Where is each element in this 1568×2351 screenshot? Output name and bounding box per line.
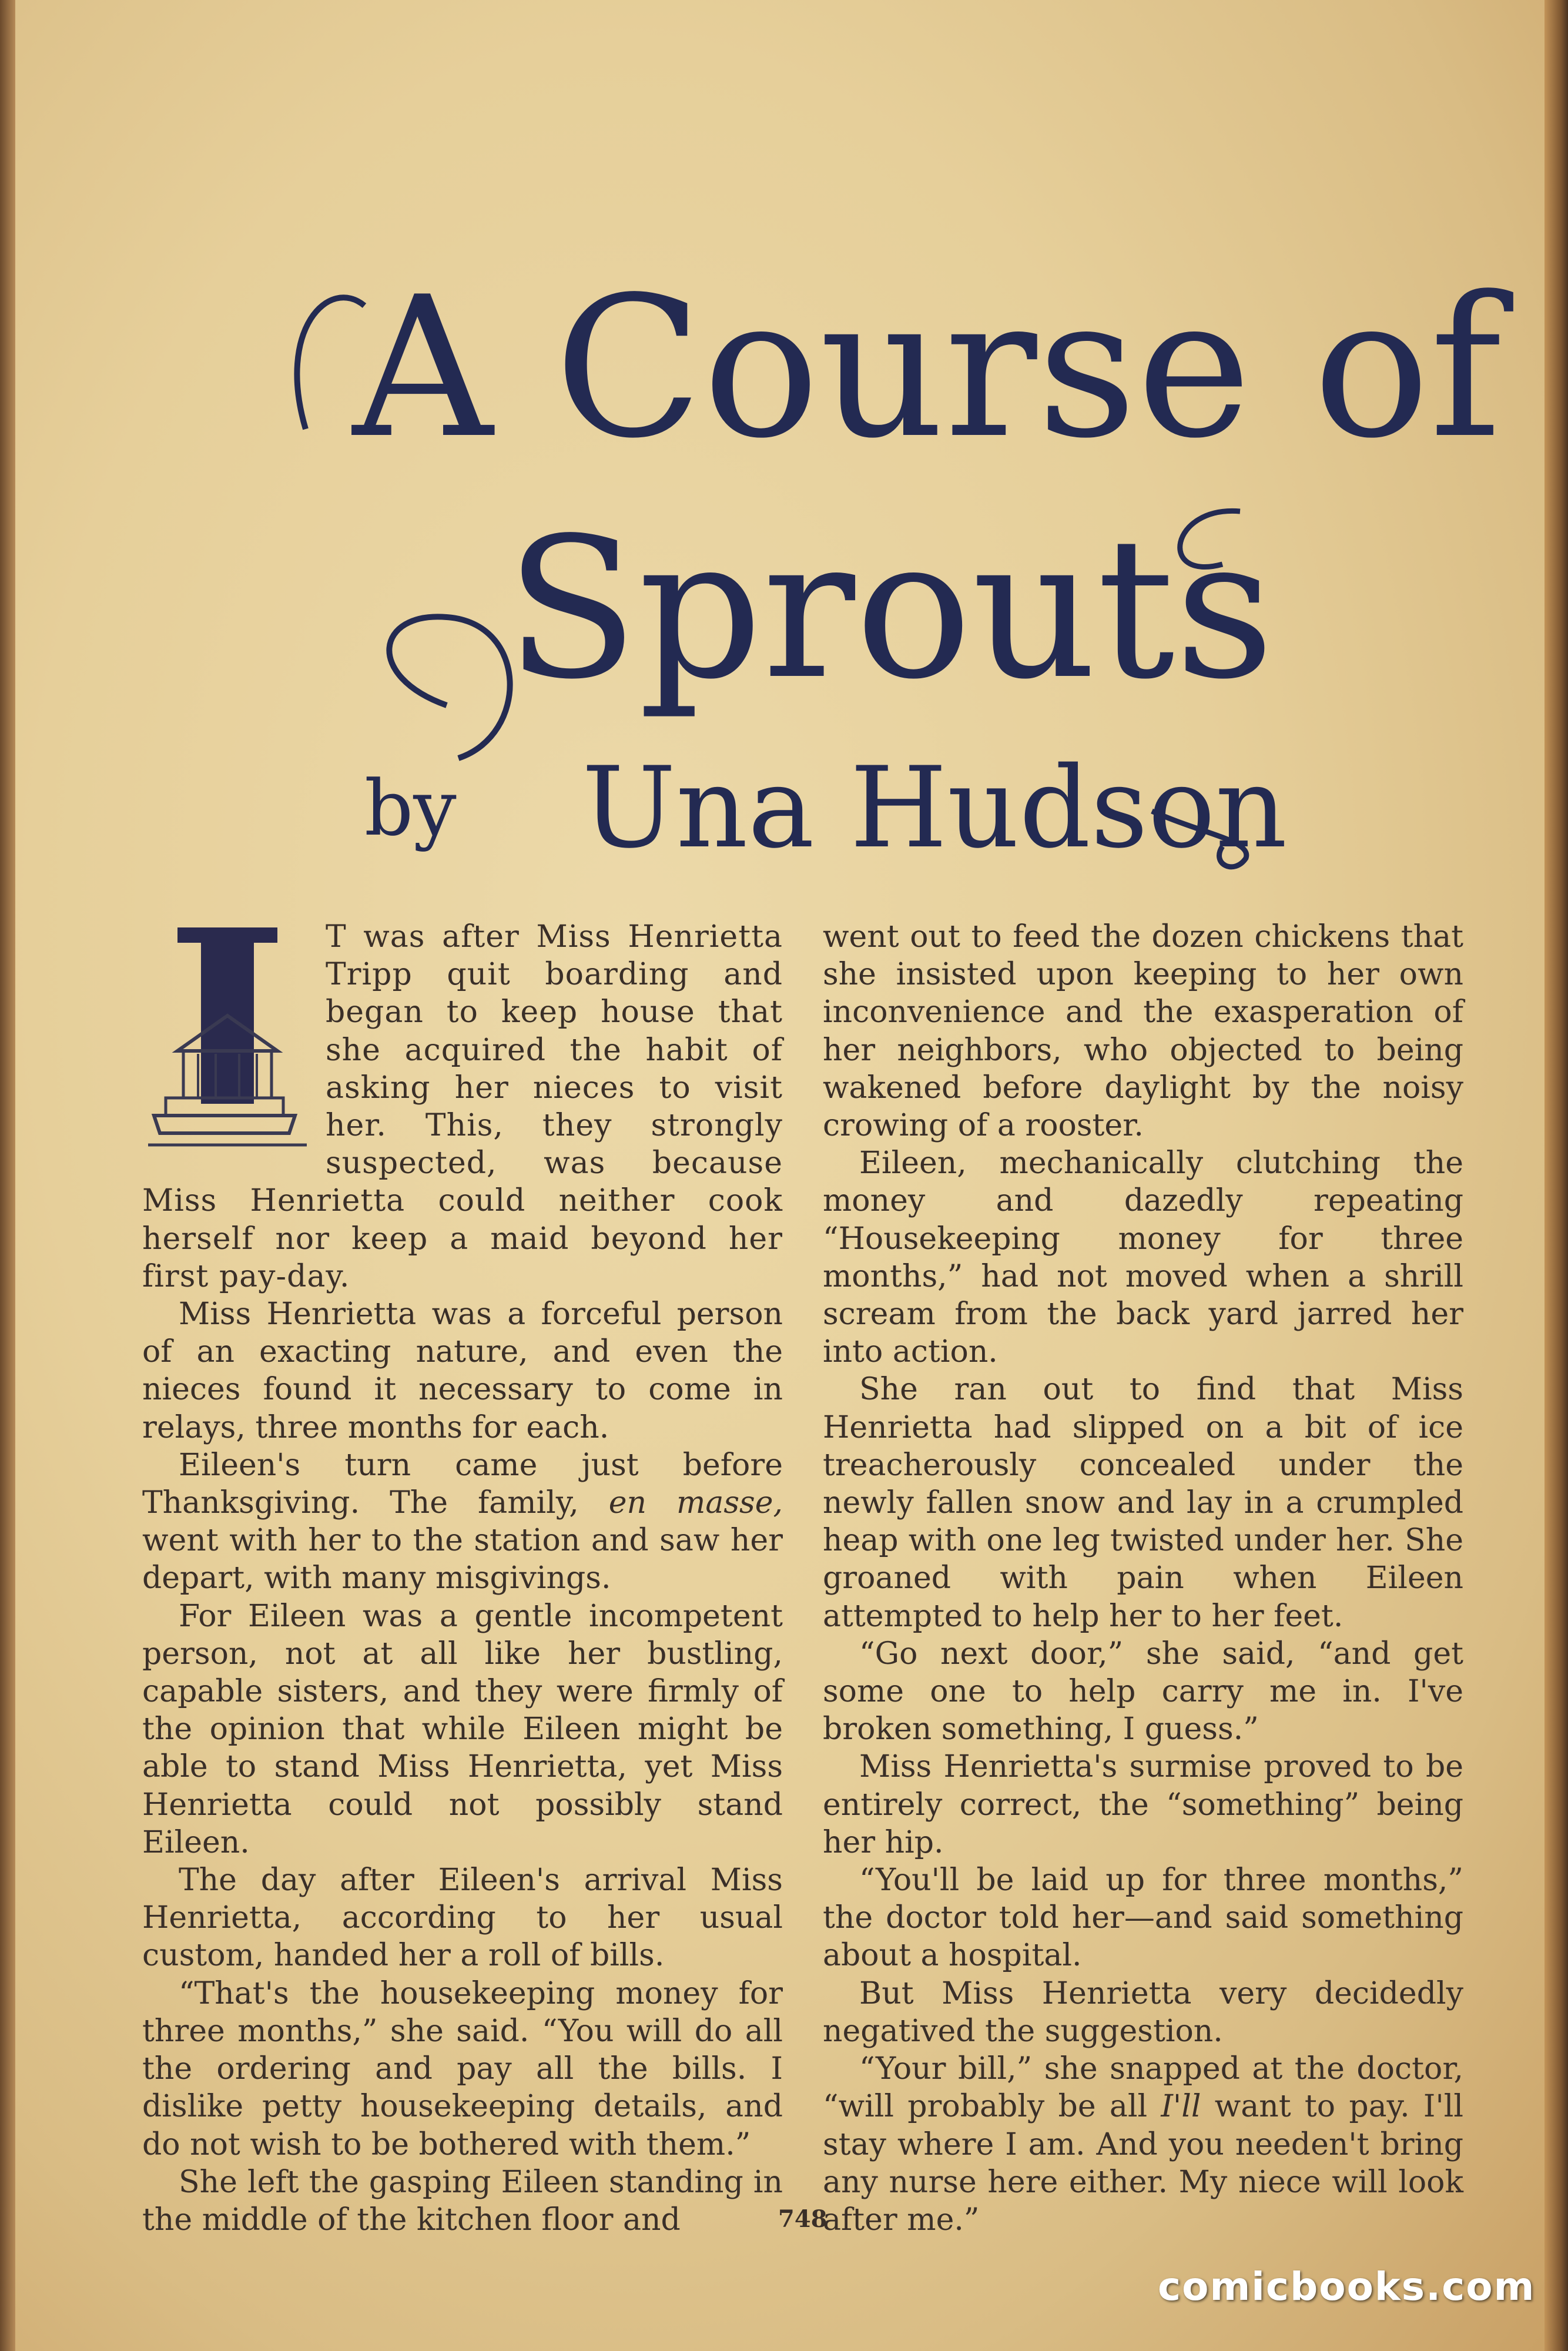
title-line-1: A Course of [353, 255, 1502, 481]
paragraph: But Miss Henrietta very decidedly negatived the suggestion. [823, 1975, 1463, 2049]
paragraph-text: “Your bill,” she snapped at the doctor, “will probably be all [823, 2051, 1463, 2125]
paragraph: For Eileen was a gentle incompetent person, not at all like her bustling, capable sisters, and they were firmly of the opinion that while Eileen might be able to stand Miss Henrietta, yet Miss Henrietta could not possibly stand Eileen. [142, 1598, 783, 1860]
paragraph: Miss Henrietta was a forceful person of an exacting nature, and even the nieces found it necessary to come in relays, three months for each. [142, 1297, 783, 1445]
drop-cap [142, 922, 313, 1157]
watermark: comicbooks.com [1158, 2264, 1536, 2309]
author-name: Una Hudson [582, 743, 1288, 873]
italic-phrase: en masse, [608, 1485, 783, 1521]
paragraph: “You'll be laid up for three months,” the doctor told her—and said something about a hospital. [823, 1863, 1463, 1974]
paragraph: The day after Eileen's arrival Miss Henrietta, according to her usual custom, handed her a roll of bills. [142, 1863, 783, 1974]
paragraph: Eileen, mechanically clutching the money and dazedly repeating “Housekeeping money for three months,” had not moved when a shrill scream from the back yard jarred her into action. [823, 1146, 1463, 1370]
byline-prefix: by [364, 763, 457, 853]
paragraph-text: T was after Miss Henrietta Tripp quit boarding and began to keep house that she acquired the habit of asking her nieces to visit her. This, they strongly suspected, was because Miss Henrietta could neither cook herself nor keep a maid beyond her first pay-day. [142, 919, 783, 1294]
paragraph [142, 918, 783, 1295]
house-illustration-icon [142, 922, 313, 1157]
paragraph: She ran out to find that Miss Henrietta had slipped on a bit of ice treacherously concealed under the newly fallen snow and lay in a crumpled heap with one leg twisted under her. She groaned with pain when Eileen attempted to help her to her feet. [823, 1372, 1463, 1634]
text-column-left [142, 918, 783, 2239]
title-block [0, 0, 1568, 917]
paragraph-text: want to pay. I'll stay where I am. And you needen't bring any nurse here either. My niece will look after me.” [823, 2089, 1463, 2238]
page-number: 748 [778, 2205, 827, 2233]
paragraph [142, 1446, 783, 1598]
paragraph: “Go next door,” she said, “and get some one to help carry me in. I've broken something, I guess.” [823, 1636, 1463, 1747]
text-column-right [823, 918, 1463, 2239]
title-line-2: Sprouts [505, 496, 1275, 722]
paragraph: went out to feed the dozen chickens that she insisted upon keeping to her own inconvenience and the exasperation of her neighbors, who objected to being wakened before daylight by the noisy crowing of a rooster. [823, 919, 1463, 1144]
paragraph-text: went with her to the station and saw her depart, with many misgivings. [142, 1523, 783, 1596]
paragraph: Miss Henrietta's surmise proved to be entirely correct, the “something” being her hip. [823, 1749, 1463, 1860]
paragraph: “That's the housekeeping money for three months,” she said. “You will do all the ordering and pay all the bills. I dislike petty housekeeping details, and do not wish to be bothered with them.” [142, 1975, 783, 2162]
paragraph [823, 2050, 1463, 2239]
italic-phrase: I'll [1161, 2089, 1201, 2125]
title-flourish-s [389, 617, 510, 758]
paragraph: She left the gasping Eileen standing in the middle of the kitchen floor and [142, 2164, 783, 2238]
paragraph-text: Eileen's turn came just before Thanksgiving. The family, [142, 1447, 783, 1521]
